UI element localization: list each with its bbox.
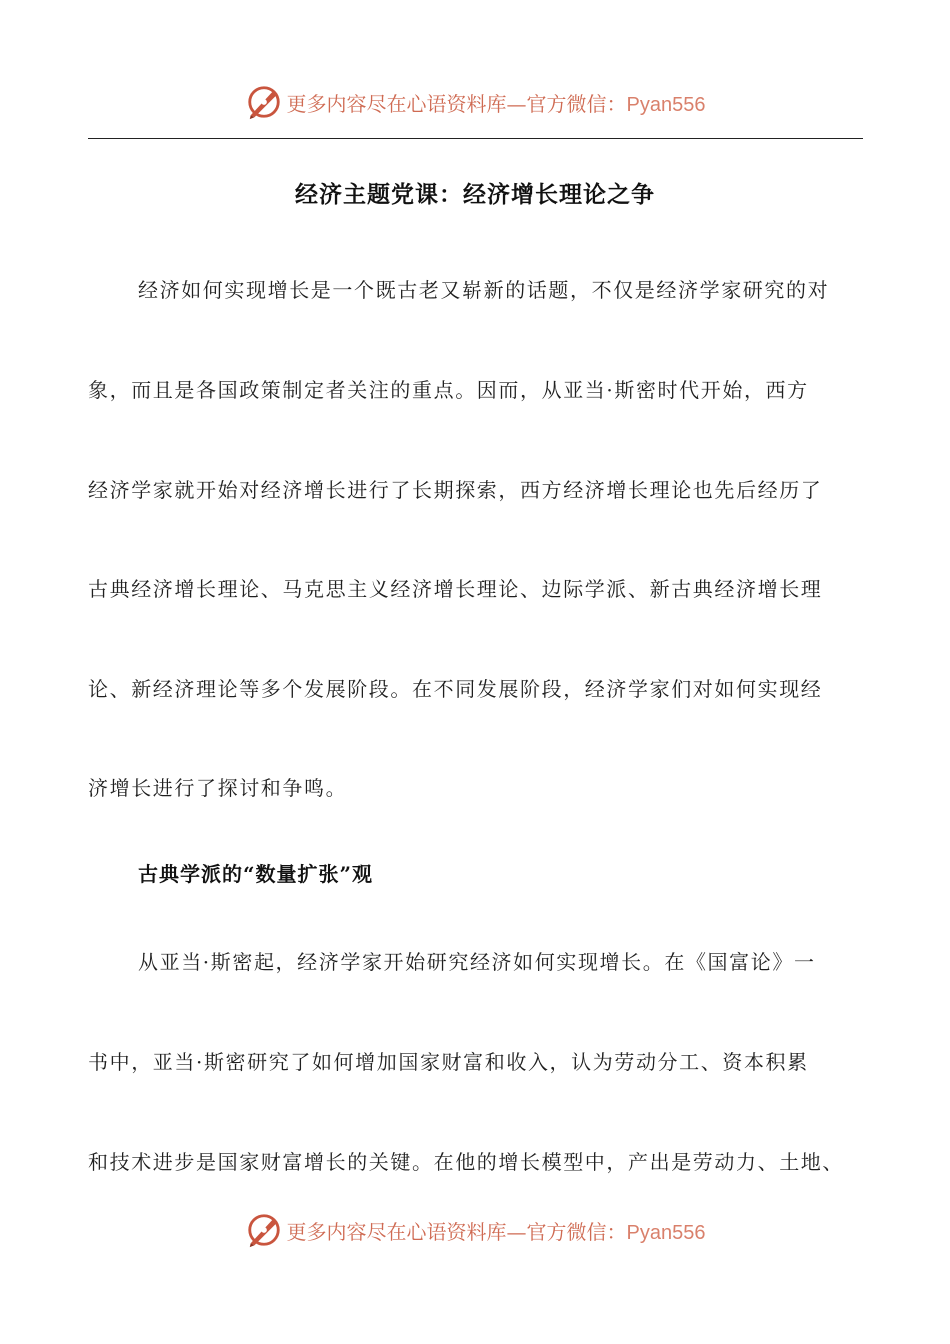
header-banner <box>0 82 950 122</box>
footer-banner <box>0 1210 950 1250</box>
pen-logo-icon <box>245 1211 283 1249</box>
paragraph2-line: 书中，亚当·斯密研究了如何增加国家财富和收入，认为劳动分工、资本积累 <box>88 1050 809 1074</box>
document-title: 经济主题党课：经济增长理论之争 <box>295 181 655 208</box>
header-banner-text <box>287 88 706 117</box>
footer-wechat-id: Pyan556 <box>626 1221 706 1244</box>
header-divider <box>88 138 863 139</box>
paragraph1-line: 经济如何实现增长是一个既古老又崭新的话题，不仅是经济学家研究的对 <box>138 278 830 302</box>
footer-banner-label: 更多内容尽在心语资料库—官方微信： <box>286 1219 627 1244</box>
header-banner-label: 更多内容尽在心语资料库—官方微信： <box>286 91 627 116</box>
section-heading: 古典学派的“数量扩张”观 <box>138 862 374 886</box>
paragraph1-line: 论、新经济理论等多个发展阶段。在不同发展阶段，经济学家们对如何实现经 <box>88 677 823 701</box>
paragraph2-line: 从亚当·斯密起，经济学家开始研究经济如何实现增长。在《国富论》一 <box>138 950 816 974</box>
paragraph1-line: 古典经济增长理论、马克思主义经济增长理论、边际学派、新古典经济增长理 <box>88 577 823 601</box>
pen-logo-icon <box>245 83 283 121</box>
footer-banner-text <box>287 1216 706 1245</box>
paragraph1-line: 经济学家就开始对经济增长进行了长期探索，西方经济增长理论也先后经历了 <box>88 478 823 502</box>
paragraph2-line: 和技术进步是国家财富增长的关键。在他的增长模型中，产出是劳动力、土地、 <box>88 1150 844 1174</box>
paragraph1-line: 象，而且是各国政策制定者关注的重点。因而，从亚当·斯密时代开始，西方 <box>88 378 809 402</box>
header-wechat-id: Pyan556 <box>626 93 706 116</box>
paragraph1-line: 济增长进行了探讨和争鸣。 <box>88 776 348 800</box>
